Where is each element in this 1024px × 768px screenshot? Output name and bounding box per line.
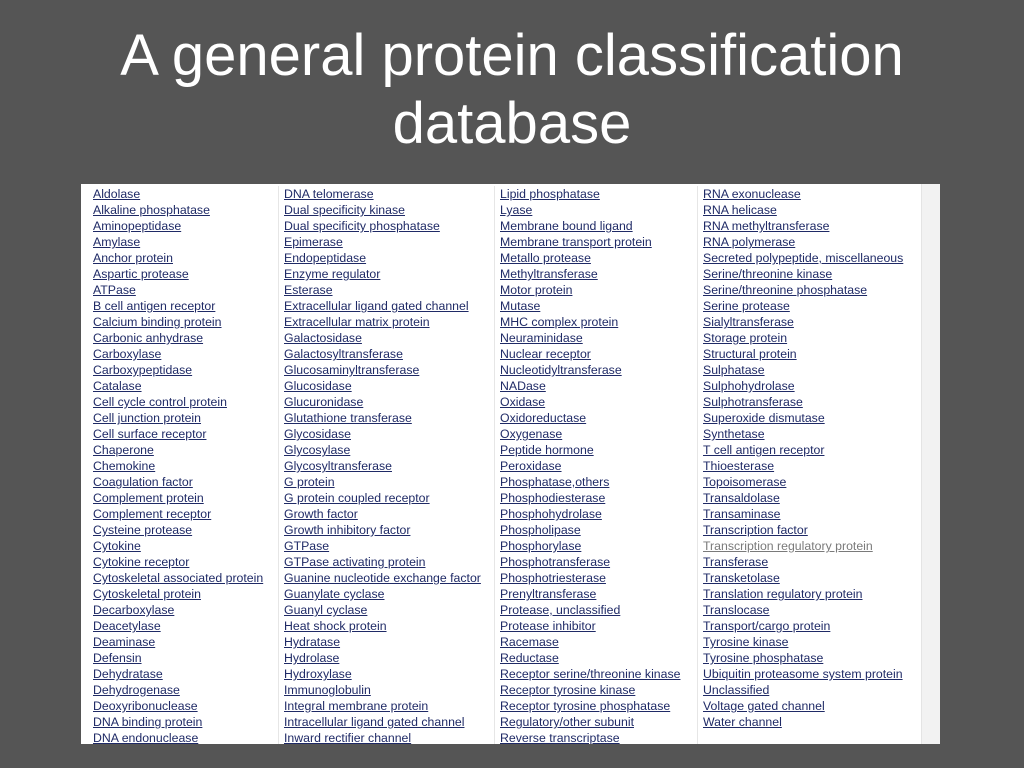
- protein-class-link[interactable]: Epimerase: [284, 235, 343, 249]
- protein-class-link[interactable]: NADase: [500, 379, 546, 393]
- protein-class-link[interactable]: Transport/cargo protein: [703, 619, 831, 633]
- protein-class-link[interactable]: Mutase: [500, 299, 541, 313]
- protein-class-link[interactable]: Oxygenase: [500, 427, 563, 441]
- protein-class-link[interactable]: Glucosidase: [284, 379, 352, 393]
- protein-class-link[interactable]: Voltage gated channel: [703, 699, 825, 713]
- protein-class-link[interactable]: Glycosidase: [284, 427, 351, 441]
- protein-class-link[interactable]: Growth factor: [284, 507, 358, 521]
- protein-class-link[interactable]: Receptor tyrosine kinase: [500, 683, 636, 697]
- protein-class-link[interactable]: Secreted polypeptide, miscellaneous: [703, 251, 904, 265]
- protein-class-link[interactable]: Aspartic protease: [93, 267, 189, 281]
- protein-class-link[interactable]: Transcription regulatory protein: [703, 539, 873, 553]
- protein-class-link[interactable]: Racemase: [500, 635, 559, 649]
- protein-class-link[interactable]: Carbonic anhydrase: [93, 331, 204, 345]
- protein-class-link[interactable]: Transaminase: [703, 507, 781, 521]
- protein-class-link[interactable]: ATPase: [93, 283, 136, 297]
- protein-class-link[interactable]: Inward rectifier channel: [284, 731, 412, 744]
- protein-class-link[interactable]: Carboxylase: [93, 347, 162, 361]
- protein-class-link[interactable]: Galactosyltransferase: [284, 347, 403, 361]
- protein-class-link[interactable]: Oxidase: [500, 395, 546, 409]
- protein-class-link[interactable]: Endopeptidase: [284, 251, 367, 265]
- protein-class-link[interactable]: Prenyltransferase: [500, 587, 597, 601]
- protein-class-link[interactable]: Tyrosine phosphatase: [703, 651, 824, 665]
- protein-class-column-2: [279, 186, 495, 744]
- protein-class-link[interactable]: Amylase: [93, 235, 141, 249]
- protein-class-link[interactable]: Protease inhibitor: [500, 619, 596, 633]
- protein-class-link[interactable]: Immunoglobulin: [284, 683, 371, 697]
- protein-class-link[interactable]: Guanylate cyclase: [284, 587, 385, 601]
- protein-class-link[interactable]: Glucosaminyltransferase: [284, 363, 420, 377]
- protein-class-link[interactable]: Chaperone: [93, 443, 154, 457]
- protein-class-link[interactable]: Aldolase: [93, 187, 141, 201]
- protein-class-link[interactable]: DNA endonuclease: [93, 731, 199, 744]
- protein-class-link[interactable]: Transcription factor: [703, 523, 808, 537]
- protein-class-link[interactable]: Water channel: [703, 715, 782, 729]
- protein-class-link[interactable]: Heat shock protein: [284, 619, 387, 633]
- protein-class-link[interactable]: Membrane bound ligand: [500, 219, 633, 233]
- protein-class-link[interactable]: Neuraminidase: [500, 331, 583, 345]
- protein-class-link[interactable]: Synthetase: [703, 427, 765, 441]
- protein-class-link[interactable]: Cell junction protein: [93, 411, 202, 425]
- protein-class-link[interactable]: Tyrosine kinase: [703, 635, 789, 649]
- protein-class-link[interactable]: Sulphatase: [703, 363, 765, 377]
- protein-class-link[interactable]: Phosphatase,others: [500, 475, 610, 489]
- protein-class-list-panel: [81, 184, 940, 744]
- protein-class-link[interactable]: DNA telomerase: [284, 187, 374, 201]
- protein-class-link[interactable]: Phosphodiesterase: [500, 491, 606, 505]
- protein-class-link[interactable]: Nuclear receptor: [500, 347, 591, 361]
- protein-class-link[interactable]: Membrane transport protein: [500, 235, 652, 249]
- protein-class-link[interactable]: Transferase: [703, 555, 769, 569]
- protein-class-link[interactable]: Lyase: [500, 203, 533, 217]
- protein-class-link[interactable]: RNA exonuclease: [703, 187, 801, 201]
- protein-class-link[interactable]: Lipid phosphatase: [500, 187, 600, 201]
- protein-class-link[interactable]: Peroxidase: [500, 459, 562, 473]
- protein-class-link[interactable]: Alkaline phosphatase: [93, 203, 210, 217]
- scroll-gutter[interactable]: [921, 184, 940, 744]
- protein-class-link[interactable]: Reverse transcriptase: [500, 731, 620, 744]
- protein-class-link[interactable]: MHC complex protein: [500, 315, 619, 329]
- protein-class-link[interactable]: Sialyltransferase: [703, 315, 794, 329]
- protein-class-link[interactable]: Transaldolase: [703, 491, 780, 505]
- protein-class-link[interactable]: GTPase: [284, 539, 330, 553]
- protein-class-link[interactable]: RNA methyltransferase: [703, 219, 830, 233]
- protein-class-link[interactable]: Extracellular ligand gated channel: [284, 299, 469, 313]
- protein-class-link[interactable]: Ubiquitin proteasome system protein: [703, 667, 903, 681]
- protein-class-link[interactable]: Thioesterase: [703, 459, 775, 473]
- protein-class-link[interactable]: Cytoskeletal protein: [93, 587, 201, 601]
- protein-class-link[interactable]: Receptor serine/threonine kinase: [500, 667, 681, 681]
- protein-class-link[interactable]: DNA binding protein: [93, 715, 203, 729]
- protein-class-link[interactable]: Extracellular matrix protein: [284, 315, 430, 329]
- protein-class-link[interactable]: Intracellular ligand gated channel: [284, 715, 465, 729]
- protein-class-link[interactable]: GTPase activating protein: [284, 555, 426, 569]
- protein-class-link[interactable]: Protease, unclassified: [500, 603, 621, 617]
- protein-class-link[interactable]: Glycosylase: [284, 443, 351, 457]
- protein-class-link[interactable]: Guanyl cyclase: [284, 603, 368, 617]
- protein-class-link[interactable]: Topoisomerase: [703, 475, 787, 489]
- protein-class-link[interactable]: Serine/threonine phosphatase: [703, 283, 868, 297]
- protein-class-link[interactable]: Dual specificity phosphatase: [284, 219, 440, 233]
- protein-class-link[interactable]: Unclassified: [703, 683, 770, 697]
- protein-class-link[interactable]: Motor protein: [500, 283, 573, 297]
- protein-class-link[interactable]: Methyltransferase: [500, 267, 598, 281]
- protein-class-column-3: [495, 186, 698, 744]
- protein-class-link[interactable]: Dehydrogenase: [93, 683, 180, 697]
- protein-class-link[interactable]: Cytokine receptor: [93, 555, 190, 569]
- protein-class-link[interactable]: Superoxide dismutase: [703, 411, 825, 425]
- protein-class-link[interactable]: Storage protein: [703, 331, 788, 345]
- protein-class-link[interactable]: Cysteine protease: [93, 523, 193, 537]
- title-line-2: database: [392, 91, 632, 156]
- protein-class-link[interactable]: Serine/threonine kinase: [703, 267, 833, 281]
- protein-class-link[interactable]: Cytokine: [93, 539, 141, 553]
- protein-class-link[interactable]: Aminopeptidase: [93, 219, 182, 233]
- protein-class-link[interactable]: Cell cycle control protein: [93, 395, 227, 409]
- protein-class-link[interactable]: Glutathione transferase: [284, 411, 412, 425]
- protein-class-link[interactable]: Chemokine: [93, 459, 156, 473]
- protein-class-link[interactable]: Phosphotransferase: [500, 555, 611, 569]
- protein-class-link[interactable]: Complement protein: [93, 491, 204, 505]
- protein-class-link[interactable]: Guanine nucleotide exchange factor: [284, 571, 481, 585]
- protein-class-link[interactable]: RNA helicase: [703, 203, 777, 217]
- protein-class-link[interactable]: Regulatory/other subunit: [500, 715, 634, 729]
- protein-class-column-1: [81, 186, 279, 744]
- protein-class-link[interactable]: Phosphorylase: [500, 539, 582, 553]
- protein-class-link[interactable]: Carboxypeptidase: [93, 363, 193, 377]
- slide-title: [0, 22, 1024, 158]
- protein-class-link[interactable]: Integral membrane protein: [284, 699, 429, 713]
- protein-class-link[interactable]: Deacetylase: [93, 619, 161, 633]
- protein-class-link[interactable]: Defensin: [93, 651, 142, 665]
- protein-class-link[interactable]: Serine protease: [703, 299, 790, 313]
- protein-class-link[interactable]: Cytoskeletal associated protein: [93, 571, 264, 585]
- protein-class-link[interactable]: Deaminase: [93, 635, 156, 649]
- title-line-1: A general protein classification: [120, 23, 904, 88]
- protein-class-link[interactable]: T cell antigen receptor: [703, 443, 825, 457]
- protein-class-link[interactable]: Structural protein: [703, 347, 797, 361]
- protein-class-link[interactable]: Glycosyltransferase: [284, 459, 392, 473]
- protein-class-link[interactable]: B cell antigen receptor: [93, 299, 216, 313]
- protein-class-link[interactable]: Anchor protein: [93, 251, 173, 265]
- protein-class-link[interactable]: Dehydratase: [93, 667, 163, 681]
- protein-class-link[interactable]: Peptide hormone: [500, 443, 594, 457]
- protein-class-column-4: [698, 186, 922, 744]
- protein-class-link[interactable]: Coagulation factor: [93, 475, 193, 489]
- protein-class-link[interactable]: Galactosidase: [284, 331, 362, 345]
- protein-class-link[interactable]: Phosphotriesterase: [500, 571, 606, 585]
- protein-class-link[interactable]: G protein: [284, 475, 335, 489]
- protein-class-link[interactable]: Dual specificity kinase: [284, 203, 405, 217]
- protein-class-link[interactable]: Complement receptor: [93, 507, 212, 521]
- protein-class-link[interactable]: Catalase: [93, 379, 142, 393]
- protein-class-link[interactable]: Oxidoreductase: [500, 411, 587, 425]
- protein-class-link[interactable]: Enzyme regulator: [284, 267, 381, 281]
- protein-class-link[interactable]: Hydratase: [284, 635, 341, 649]
- protein-class-link[interactable]: Hydrolase: [284, 651, 340, 665]
- protein-class-link[interactable]: Phospholipase: [500, 523, 581, 537]
- protein-class-link[interactable]: Transketolase: [703, 571, 780, 585]
- protein-class-link[interactable]: Cell surface receptor: [93, 427, 207, 441]
- protein-class-link[interactable]: Decarboxylase: [93, 603, 175, 617]
- protein-class-link[interactable]: Translocase: [703, 603, 770, 617]
- protein-class-link[interactable]: Glucuronidase: [284, 395, 364, 409]
- protein-class-link[interactable]: Calcium binding protein: [93, 315, 222, 329]
- protein-class-link[interactable]: Hydroxylase: [284, 667, 352, 681]
- protein-class-link[interactable]: Receptor tyrosine phosphatase: [500, 699, 671, 713]
- protein-class-link[interactable]: Translation regulatory protein: [703, 587, 863, 601]
- protein-class-link[interactable]: Phosphohydrolase: [500, 507, 602, 521]
- protein-class-link[interactable]: Nucleotidyltransferase: [500, 363, 622, 377]
- protein-class-link[interactable]: Sulphohydrolase: [703, 379, 795, 393]
- protein-class-link[interactable]: RNA polymerase: [703, 235, 796, 249]
- protein-class-link[interactable]: Metallo protease: [500, 251, 591, 265]
- protein-class-link[interactable]: Esterase: [284, 283, 333, 297]
- protein-class-link[interactable]: Growth inhibitory factor: [284, 523, 411, 537]
- protein-class-link[interactable]: Sulphotransferase: [703, 395, 803, 409]
- protein-class-link[interactable]: Reductase: [500, 651, 559, 665]
- protein-class-link[interactable]: G protein coupled receptor: [284, 491, 430, 505]
- protein-class-link[interactable]: Deoxyribonuclease: [93, 699, 198, 713]
